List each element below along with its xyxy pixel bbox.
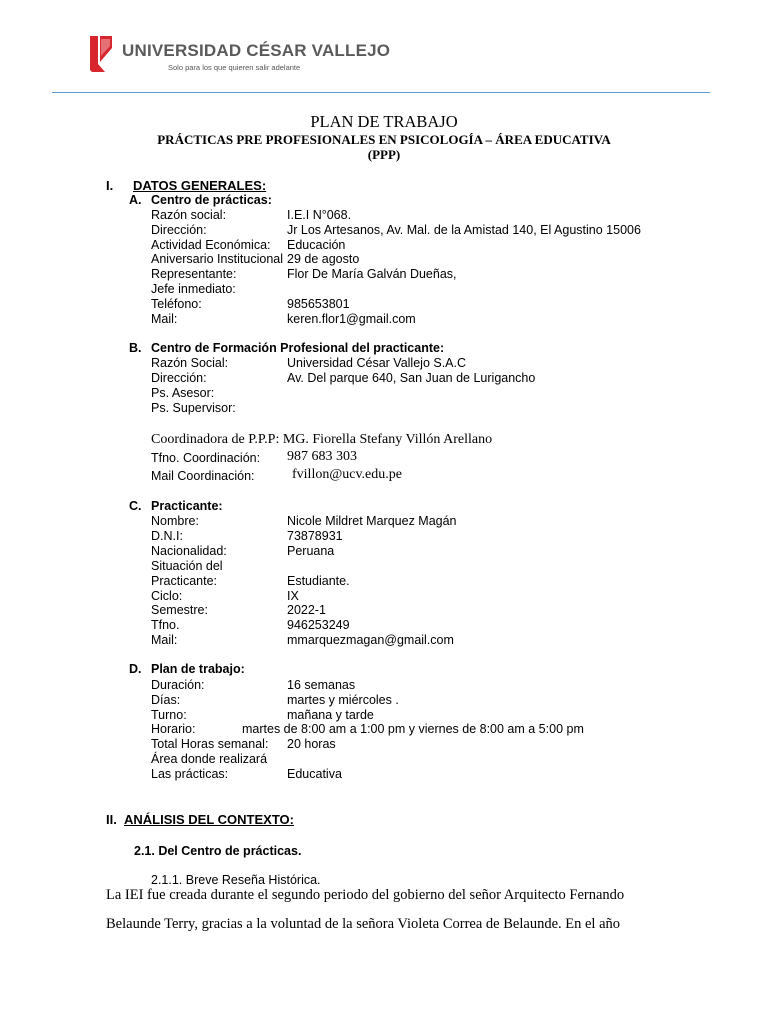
field-value: Flor De María Galván Dueñas, xyxy=(287,267,457,281)
field-value: IX xyxy=(287,589,299,603)
field-label: Teléfono: xyxy=(151,297,202,311)
field-label: Horario: xyxy=(151,722,196,736)
field-value: 2022-1 xyxy=(287,603,326,617)
field-label: Días: xyxy=(151,693,181,707)
field-value: 29 de agosto xyxy=(287,252,360,266)
paragraph-line: Belaunde Terry, gracias a la voluntad de la señora Violeta Correa de Belaunde. En el año xyxy=(106,916,621,932)
field-label: Total Horas semanal: xyxy=(151,737,269,751)
section2-number: II. xyxy=(106,812,117,827)
field-value: Educativa xyxy=(287,767,342,781)
field-label: Ps. Supervisor: xyxy=(151,401,236,415)
field-label: Tfno. xyxy=(151,618,180,632)
field-label: Actividad Económica: xyxy=(151,238,271,252)
field-value: Educación xyxy=(287,238,346,252)
page-acronym: (PPP) xyxy=(367,147,401,162)
field-value: mmarquezmagan@gmail.com xyxy=(287,633,454,647)
subsection-2-1-1-title: 2.1.1. Breve Reseña Histórica. xyxy=(151,873,321,887)
field-value: Estudiante. xyxy=(287,574,350,588)
coordinator-phone: 987 683 303 xyxy=(287,449,357,464)
field-value: martes y miércoles . xyxy=(287,693,399,707)
coordinator-phone-label: Tfno. Coordinación: xyxy=(151,451,261,465)
field-value: 946253249 xyxy=(287,618,350,632)
section1-number: I. xyxy=(106,178,114,193)
field-value: I.E.I N°068. xyxy=(287,208,352,222)
field-label: Situación del xyxy=(151,559,223,573)
field-label: Razón Social: xyxy=(151,356,229,370)
field-label: Jefe inmediato: xyxy=(151,282,236,296)
field-value: 20 horas xyxy=(287,737,336,751)
field-value: mañana y tarde xyxy=(287,708,374,722)
logo-name: UNIVERSIDAD CÉSAR VALLEJO xyxy=(122,41,391,60)
subsection-b-letter: B. xyxy=(129,341,142,355)
university-logo-icon xyxy=(88,34,114,74)
field-value: 985653801 xyxy=(287,297,350,311)
paragraph-line: La IEI fue creada durante el segundo periodo del gobierno del señor Arquitecto Fernando xyxy=(106,887,625,903)
coordinator-mail-label: Mail Coordinación: xyxy=(151,469,255,483)
header-divider xyxy=(52,92,710,93)
coordinator-name: Coordinadora de P.P.P: MG. Fiorella Stefany Villón Arellano xyxy=(151,432,493,447)
field-label: Ps. Asesor: xyxy=(151,386,215,400)
field-label: Dirección: xyxy=(151,223,207,237)
field-label: D.N.I: xyxy=(151,529,183,543)
field-label: Las prácticas: xyxy=(151,767,229,781)
field-value: Peruana xyxy=(287,544,335,558)
field-label: Semestre: xyxy=(151,603,208,617)
subsection-a-letter: A. xyxy=(129,193,142,207)
field-value: 16 semanas xyxy=(287,678,356,692)
page-title: PLAN DE TRABAJO xyxy=(310,112,458,131)
field-label: Duración: xyxy=(151,678,205,692)
page-subtitle: PRÁCTICAS PRE PROFESIONALES EN PSICOLOGÍA – ÁREA EDUCATIVA xyxy=(157,132,611,147)
field-label: Practicante: xyxy=(151,574,218,588)
coordinator-mail: fvillon@ucv.edu.pe xyxy=(292,467,402,482)
field-label: Turno: xyxy=(151,708,187,722)
subsection-c-letter: C. xyxy=(129,499,142,513)
field-label: Dirección: xyxy=(151,371,207,385)
subsection-d-letter: D. xyxy=(129,662,142,676)
section2-title: ANÁLISIS DEL CONTEXTO: xyxy=(124,812,294,827)
subsection-c-title: Practicante: xyxy=(151,499,223,513)
section1-title: DATOS GENERALES: xyxy=(133,178,267,193)
field-label: Representante: xyxy=(151,267,237,281)
subsection-d-title: Plan de trabajo: xyxy=(151,662,245,676)
subsection-a-title: Centro de prácticas: xyxy=(151,193,272,207)
field-value: 73878931 xyxy=(287,529,343,543)
subsection-2-1-title: 2.1. Del Centro de prácticas. xyxy=(134,844,302,858)
field-value: martes de 8:00 am a 1:00 pm y viernes de 8:00 am a 5:00 pm xyxy=(242,722,584,736)
logo-tagline: Solo para los que quieren salir adelante xyxy=(168,63,301,72)
field-value: keren.flor1@gmail.com xyxy=(287,312,416,326)
field-label: Ciclo: xyxy=(151,589,183,603)
field-value: Av. Del parque 640, San Juan de Lurigancho xyxy=(287,371,536,385)
field-value: Universidad César Vallejo S.A.C xyxy=(287,356,467,370)
field-label: Área donde realizará xyxy=(151,752,268,766)
field-label: Mail: xyxy=(151,312,178,326)
field-label: Aniversario Institucional xyxy=(151,252,284,266)
field-value: Nicole Mildret Marquez Magán xyxy=(287,514,457,528)
field-value: Jr Los Artesanos, Av. Mal. de la Amistad 140, El Agustino 15006 xyxy=(287,223,641,237)
field-label: Razón social: xyxy=(151,208,227,222)
field-label: Mail: xyxy=(151,633,178,647)
field-label: Nombre: xyxy=(151,514,199,528)
field-label: Nacionalidad: xyxy=(151,544,227,558)
subsection-b-title: Centro de Formación Profesional del practicante: xyxy=(151,341,445,355)
